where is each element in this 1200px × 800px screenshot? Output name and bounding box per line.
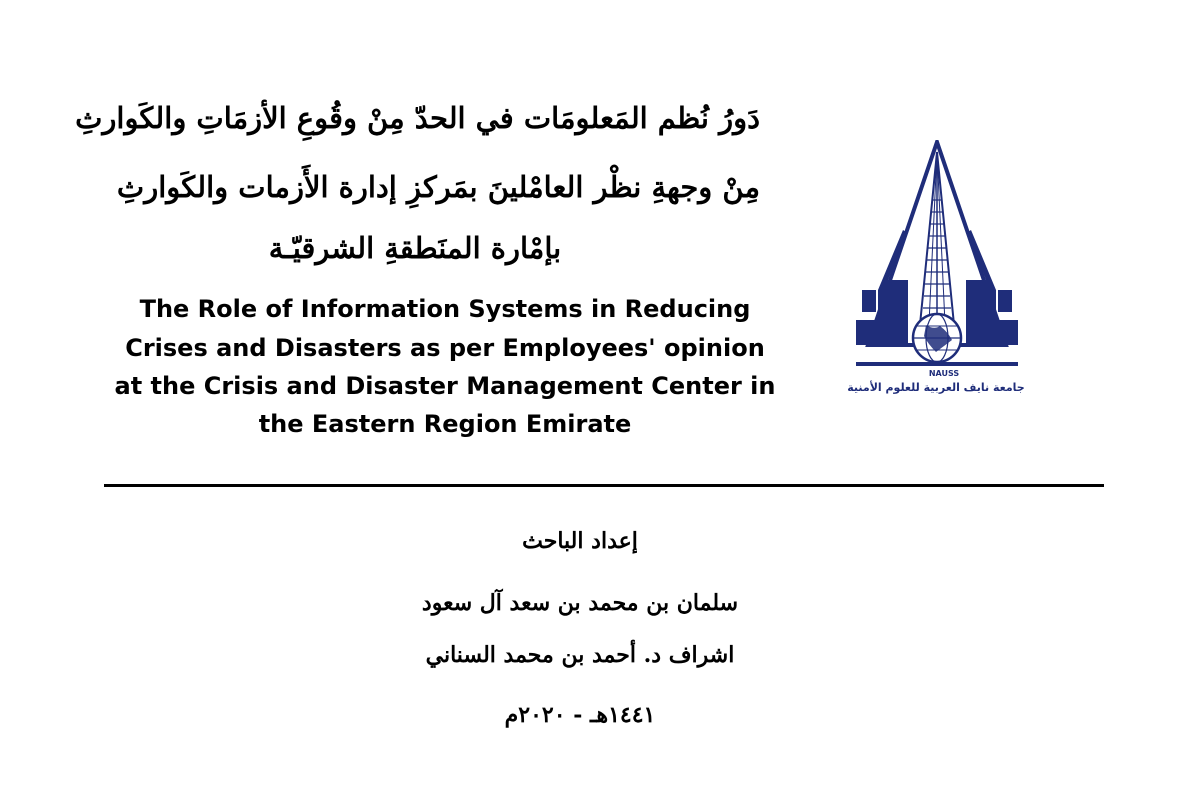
english-title-line-3: at the Crisis and Disaster Management Center in (114, 372, 776, 400)
english-title-line-2: Crises and Disasters as per Employees' opinion (125, 334, 765, 362)
logo-caption: جامعة نايف العربية للعلوم الأمنية (847, 381, 1025, 394)
english-title-line-4: the Eastern Region Emirate (258, 410, 632, 438)
nauss-tower-logo-icon (848, 140, 1026, 400)
arabic-title-line-3: بإمْارة المنَطقةِ الشرقيّـة (268, 231, 562, 265)
arabic-title-line-2: مِنْ وجهةِ نظْر العامْلينَ بمَركزِ إدارة الأَزمات والكَوارثِ (116, 170, 760, 204)
logo-abbreviation: NAUSS (928, 369, 960, 378)
english-title-line-1: The Role of Information Systems in Reducing (139, 295, 751, 323)
arabic-title-line-1: دَورُ نُظم المَعلومَات في الحدّ مِنْ وقُوعِ الأزمَاتِ والكَوارثِ (75, 101, 760, 135)
date-line: ١٤٤١هـ - ٢٠٢٠م (504, 702, 656, 728)
researcher-name: سلمان بن محمد بن سعد آل سعود (421, 590, 739, 616)
prepared-by-label: إعداد الباحث (522, 528, 638, 554)
university-logo (848, 140, 1026, 400)
supervisor-line: اشراف د. أحمد بن محمد السناني (425, 642, 735, 668)
section-divider (104, 484, 1104, 487)
